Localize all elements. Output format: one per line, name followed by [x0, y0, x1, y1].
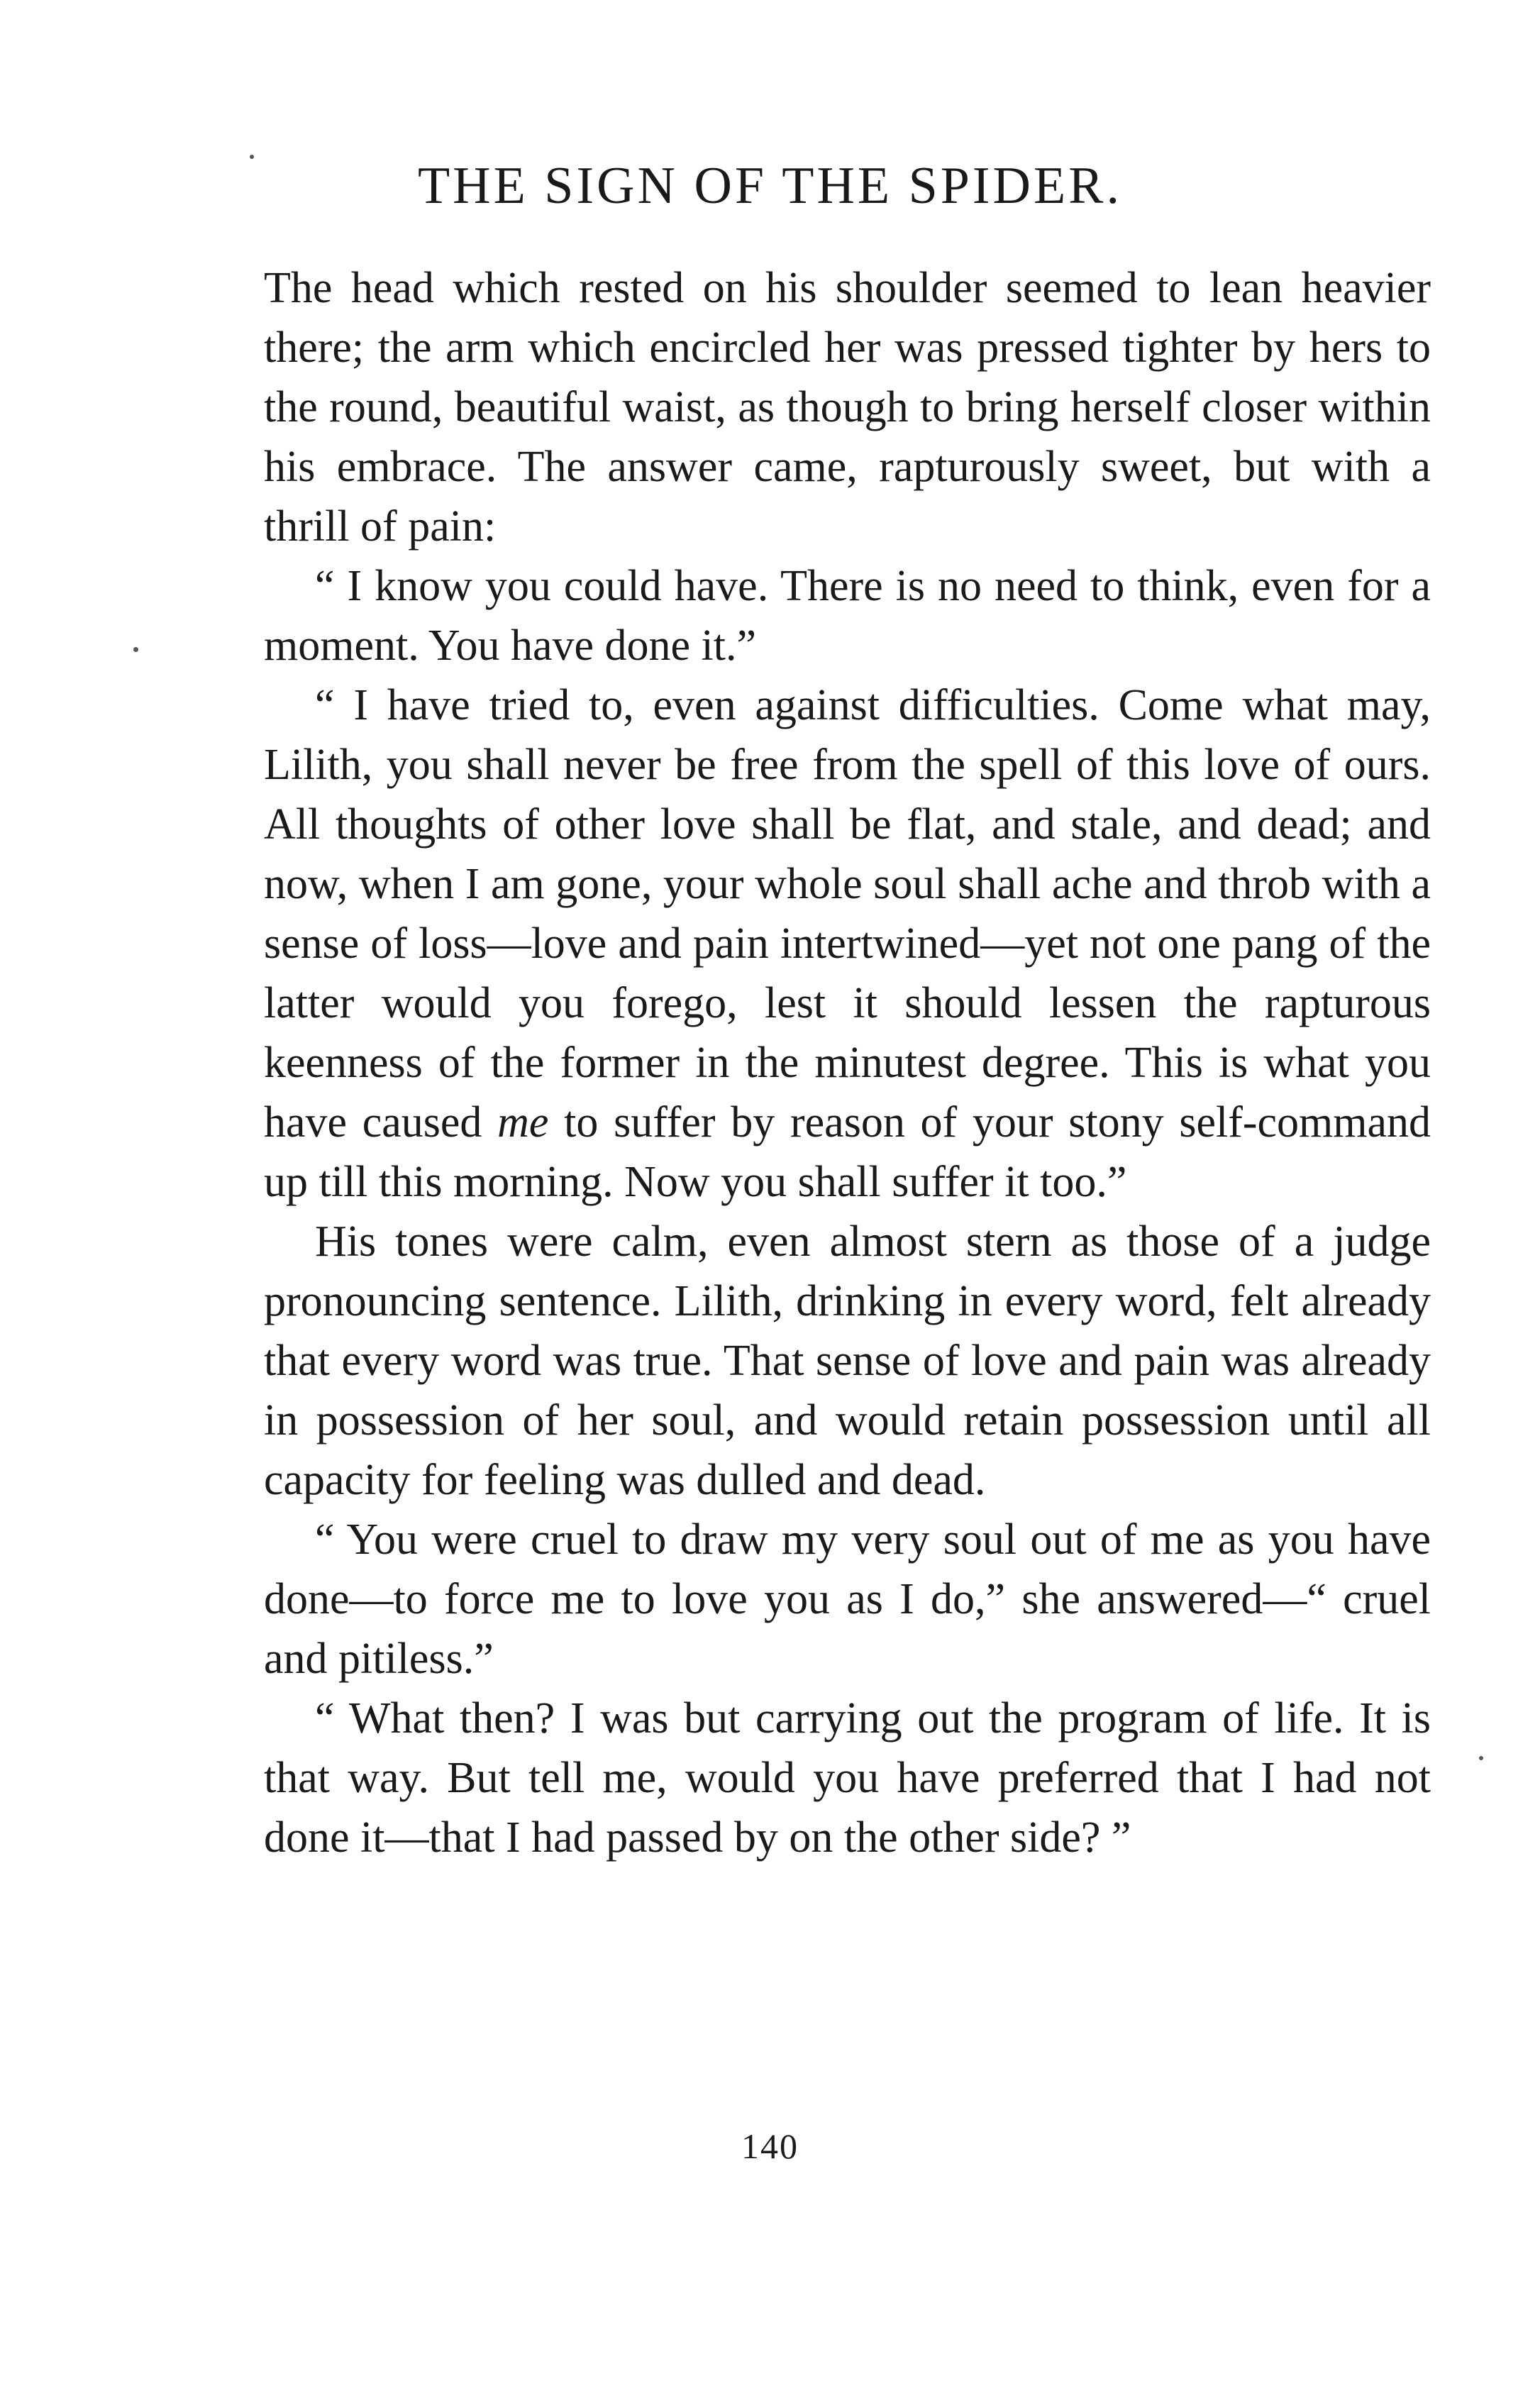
running-head: THE SIGN OF THE SPIDER. — [417, 157, 1123, 215]
paragraph-3-italic-word: me — [497, 1098, 549, 1147]
paragraph-6: “ What then? I was but carrying out the program of life. It is that way. But tell me, would you have preferred that I had not done it—that I had passed by on the other side? ” — [264, 1694, 1431, 1862]
scan-speck — [133, 647, 138, 652]
paragraph-1: The head which rested on his shoulder seemed to lean heavier there; the arm which encircled her was pressed tighter by hers to the round, beautiful waist, as though to bring herself closer within his embrace. The answer came, rapturously sweet, but with a thrill of pain: — [264, 264, 1431, 551]
paragraph-3 — [264, 675, 1431, 1212]
paragraph-3-part-1: “ I have tried to, even against difficulties. Come what may, Lilith, you shall never be free from the spell of this love of ours. All thoughts of other love shall be flat, and stale, and dead; and now, when I am gone, your whole soul shall ache and throb with a sense of loss—love and pain intertwined—yet not one pang of the latter would you forego, lest it should lessen the rapturous keenness of the former in the minutest degree. This is what you have caused — [264, 681, 1431, 1147]
paragraph-3-part-2: to suffer by reason of your stony self-command up till this morning. Now you shall suffer it too.” — [264, 1098, 1431, 1206]
body-text — [264, 258, 1431, 1867]
paragraph-4: His tones were calm, even almost stern as those of a judge pronouncing sentence. Lilith, drinking in every word, felt already that every word was true. That sense of love and pain was already in possession of her soul, and would retain possession until all capacity for feeling was dulled and dead. — [264, 1217, 1431, 1504]
page-number: 140 — [741, 2126, 799, 2166]
paragraph-5: “ You were cruel to draw my very soul out of me as you have done—to force me to love you as I do,” she answered—“ cruel and pitiless.” — [264, 1515, 1431, 1683]
scan-speck — [1479, 1756, 1483, 1760]
paragraph-2: “ I know you could have. There is no need to think, even for a moment. You have done it.” — [264, 562, 1431, 670]
scan-speck — [250, 155, 254, 159]
